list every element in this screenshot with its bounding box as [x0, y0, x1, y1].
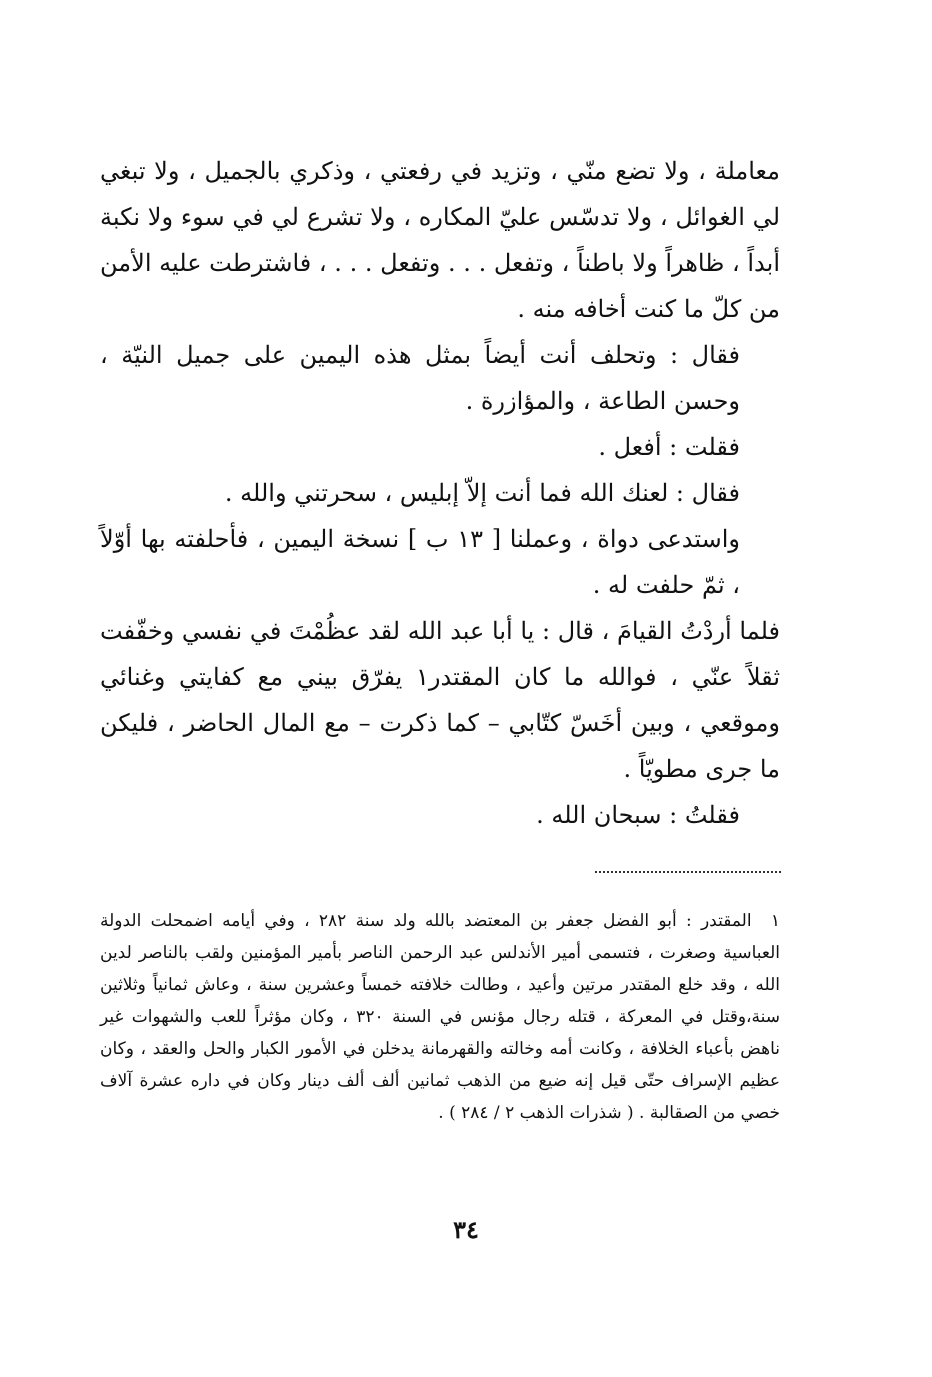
paragraph-4: فقال : لعنك الله فما أنت إلاّ إبليس ، سحرتني والله . [224, 479, 740, 507]
page-number: ٣٤ [453, 1215, 479, 1244]
footnote-separator [595, 871, 781, 873]
footnote-text: المقتدر : أبو الفضل جعفر بن المعتضد بالله ولد سنة ٢٨٢ ، وفي أيامه اضمحلت الدولة العباسية وصغرت ، فتسمى أمير الأندلس عبد الرحمن الناصر بأمير المؤمنين ولقب بالناصر لدين الله ، وقد خلع المقتدر مرتين وأعيد ، وطالت خلافته خمساً وعشرين سنة ، وعاش ثمانياً وثلاثين سنة،وقتل في المعركة ، قتله رجال مؤنس في السنة ٣٢٠ ، وكان مؤثراً للعب والشهوات غير ناهض بأعباء الخلافة ، وكانت أمه وخالته والقهرمانة يدخلن في الأمور الكبار والحل والعقد ، وكان عظيم الإسراف حتّى قيل إنه ضيع من الذهب ثمانين ألف ألف دينار وكان في داره عشرة آلاف خصي من الصقالبة . ( شذرات الذهب ٢ / ٢٨٤ ) . [100, 911, 781, 1123]
paragraph-5: واستدعى دواة ، وعملنا [ ١٣ ب ] نسخة اليمين ، فأحلفته بها أوّلاً ، ثمّ حلفت له . [100, 525, 740, 599]
paragraph-7: فقلتُ : سبحان الله . [536, 801, 740, 829]
paragraph-2: فقال : وتحلف أنت أيضاً بمثل هذه اليمين على جميل النيّة ، وحسن الطاعة ، والمؤازرة . [100, 341, 740, 415]
footnote-1 [100, 905, 780, 1129]
paragraph-3: فقلت : أفعل . [598, 433, 740, 461]
paragraph-6: فلما أردْتُ القيامَ ، قال : يا أبا عبد الله لقد عظُمْتَ في نفسي وخفّفت ثقلاً عنّي ، فوالله ما كان المقتدر١ يفرّق بيني مع كفايتي وغنائي وموقعي ، وبين أخَسّ كتّابي – كما ذكرت – مع المال الحاضر ، فليكن ما جرى مطويّاً . [100, 617, 780, 783]
main-text [100, 148, 780, 838]
footnotes [100, 905, 780, 1129]
paragraph-1: معاملة ، ولا تضع منّي ، وتزيد في رفعتي ، وذكري بالجميل ، ولا تبغي لي الغوائل ، ولا تدسّس عليّ المكاره ، ولا تشرع لي في سوء ولا نكبة أبداً ، ظاهراً ولا باطناً ، وتفعل . . . وتفعل . . . ، فاشترطت عليه الأمن من كلّ ما كنت أخافه منه . [100, 157, 780, 323]
footnote-number: ١ [770, 911, 780, 931]
